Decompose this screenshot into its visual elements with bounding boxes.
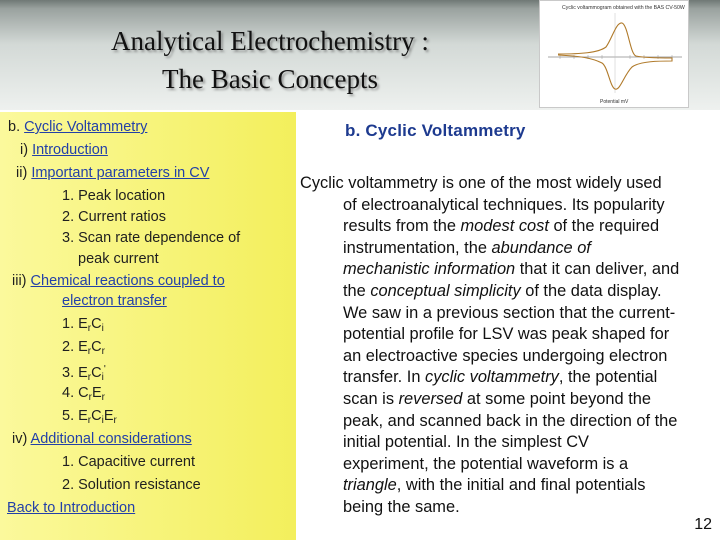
toc-peak-location: 1. Peak location xyxy=(62,188,166,204)
body-line: experiment, the potential waveform is a xyxy=(343,454,629,473)
body-line: peak, and scanned back in the direction of the xyxy=(343,411,678,430)
body-line: potential profile for LSV was peak shaped for xyxy=(343,325,670,344)
body-line: an electroactive species undergoing electron xyxy=(343,346,668,365)
body-line: mechanistic information that it can deliver, and xyxy=(343,260,680,279)
toc-scan-rate: 3. Scan rate dependence of xyxy=(62,230,241,246)
toc-electron-transfer xyxy=(62,292,167,310)
title-line-1: Analytical Electrochemistry : xyxy=(111,26,429,56)
toc-back xyxy=(7,499,135,517)
toc-mech-ercr: 2. $E_rC_r$ xyxy=(62,339,105,357)
toc-mech-crer: 4. $C_rE_r$ xyxy=(62,385,105,403)
link-additional-considerations[interactable]: Additional considerations xyxy=(30,431,192,447)
toc-parameters: ii) Important parameters in CV xyxy=(16,165,210,181)
toc-introduction: i) Introduction xyxy=(20,142,108,158)
section-heading: b. Cyclic Voltammetry xyxy=(345,121,526,140)
toc-heading: b. Cyclic Voltammetry xyxy=(8,119,148,135)
thumbnail-x-label: Potential mV xyxy=(600,99,629,105)
body-line: transfer. In cyclic voltammetry, the potential xyxy=(343,368,658,387)
slide-title xyxy=(50,22,490,98)
body-line: being the same. xyxy=(343,497,460,516)
link-cyclic-voltammetry[interactable]: Cyclic Voltammetry xyxy=(24,119,148,135)
link-back-to-introduction[interactable]: Back to Introduction xyxy=(7,500,136,516)
cyclic-voltammogram-thumbnail xyxy=(539,0,689,108)
page-number: 12 xyxy=(694,516,712,533)
body-line: initial potential. In the simplest CV xyxy=(343,433,589,452)
body-line: We saw in a previous section that the current- xyxy=(343,303,676,322)
title-line-2: The Basic Concepts xyxy=(162,64,378,94)
toc-current-ratios: 2. Current ratios xyxy=(62,209,166,225)
link-important-parameters[interactable]: Important parameters in CV xyxy=(31,165,210,181)
body-line: triangle, with the initial and final potentials xyxy=(343,476,646,495)
thumbnail-caption: Cyclic voltammogram obtained with the BAS CV-50W xyxy=(562,5,685,11)
toc-mech-erci-prime: 3. $E_rC_i'$ xyxy=(62,364,106,383)
link-chemical-reactions[interactable]: Chemical reactions coupled to xyxy=(30,273,225,289)
body-line: the conceptual simplicity of the data display. xyxy=(343,281,662,300)
link-electron-transfer[interactable]: electron transfer xyxy=(62,293,167,309)
body-line: results from the modest cost of the required xyxy=(343,217,660,236)
link-introduction[interactable]: Introduction xyxy=(32,142,108,158)
toc-capacitive-current: 1. Capacitive current xyxy=(62,454,195,470)
toc-additional: iv) Additional considerations xyxy=(12,431,192,447)
toc-chemical-reactions: iii) Chemical reactions coupled to xyxy=(12,273,225,289)
body-line: scan is reversed at some point beyond the xyxy=(343,389,651,408)
body-line: instrumentation, the abundance of xyxy=(343,238,591,257)
body-line: Cyclic voltammetry is one of the most widely used xyxy=(300,174,662,192)
body-line: of electroanalytical techniques. Its popularity xyxy=(343,195,665,214)
body-paragraph xyxy=(300,173,720,519)
toc-mech-ercl: 1. $E_rC_i$ xyxy=(62,316,104,334)
toc-solution-resistance: 2. Solution resistance xyxy=(62,477,201,493)
toc-mech-ercier: 5. $E_rC_iE_r$ xyxy=(62,408,117,426)
toc-scan-rate-cont: peak current xyxy=(78,251,159,267)
